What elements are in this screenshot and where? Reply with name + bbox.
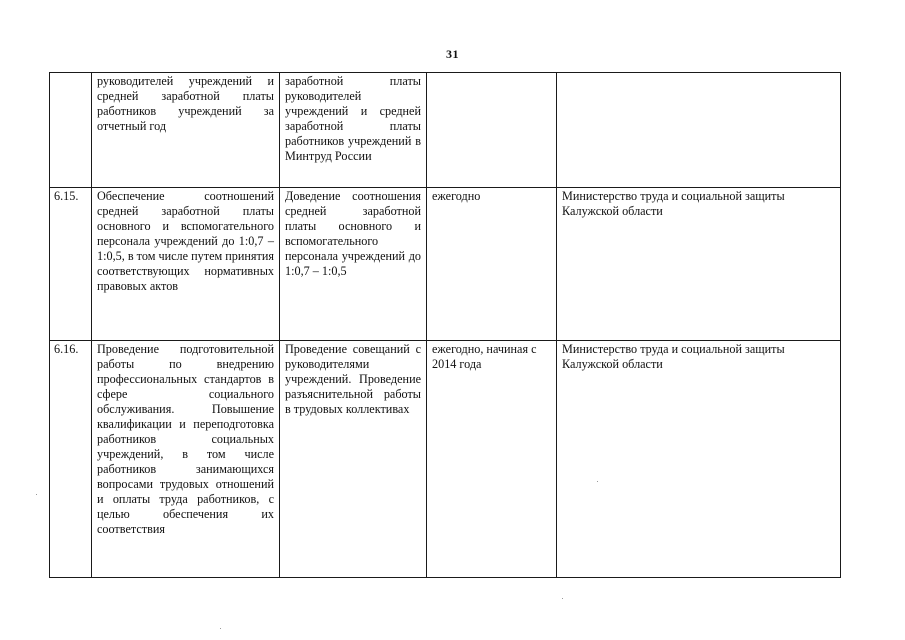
responsible-cell: Министерство труда и социальной защиты Калужской области	[557, 188, 841, 341]
responsible-cell	[557, 73, 841, 188]
row-number-cell: 6.15.	[50, 188, 92, 341]
action-cell: руководителей учреждений и средней заработной платы работников учреждений за отчетный год	[92, 73, 280, 188]
deadline-cell	[427, 73, 557, 188]
row-number-cell: 6.16.	[50, 341, 92, 578]
page-number: 31	[446, 47, 459, 61]
scan-speck	[220, 628, 221, 629]
result-cell: заработной платы руководителей учреждений и средней заработной платы работников учреждений в Минтруд России	[280, 73, 427, 188]
result-cell: Доведение соотношения средней заработной платы основного и вспомогательного персонала учреждений до 1:0,7 – 1:0,5	[280, 188, 427, 341]
measures-table	[49, 72, 841, 578]
row-number-cell	[50, 73, 92, 188]
deadline-cell: ежегодно, начиная с 2014 года	[427, 341, 557, 578]
responsible-cell: Министерство труда и социальной защиты Калужской области	[557, 341, 841, 578]
table-row	[50, 341, 841, 578]
table-row	[50, 73, 841, 188]
scan-speck	[36, 494, 37, 495]
action-cell: Проведение подготовительной работы по внедрению профессиональных стандартов в сфере социального обслуживания. Повышение квалификации и переподготовка работников социальных учреждений, в том числе работников занимающихся вопросами трудовых отношений и оплаты труда работников, с целью обеспечения их соответствия	[92, 341, 280, 578]
table-row	[50, 188, 841, 341]
deadline-cell: ежегодно	[427, 188, 557, 341]
scan-speck	[562, 598, 563, 599]
action-cell: Обеспечение соотношений средней заработной платы основного и вспомогательного персонала учреждений до 1:0,7 – 1:0,5, в том числе путем принятия соответствующих нормативных правовых актов	[92, 188, 280, 341]
scan-speck	[597, 481, 598, 482]
result-cell: Проведение совещаний с руководителями учреждений. Проведение разъяснительной работы в трудовых коллективах	[280, 341, 427, 578]
